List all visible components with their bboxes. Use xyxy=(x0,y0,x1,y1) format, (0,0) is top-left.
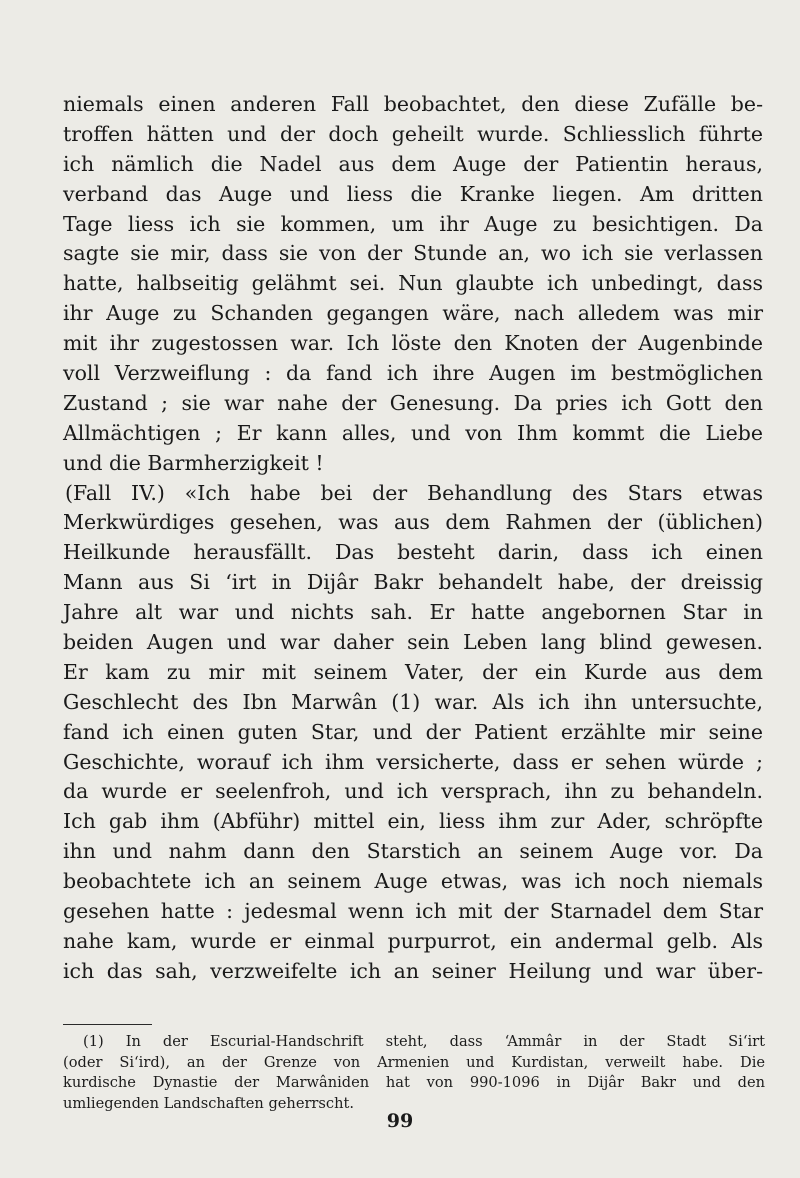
text-line: nahe kam, wurde er einmal purpurrot, ein andermal gelb. Als xyxy=(63,928,763,953)
text-line: Geschlecht des Ibn Marwân (1) war. Als ich ihn untersuchte, xyxy=(63,689,763,714)
text-line: Er kam zu mir mit seinem Vater, der ein Kurde aus dem xyxy=(63,659,763,684)
text-line: Jahre alt war und nichts sah. Er hatte angebornen Star in xyxy=(63,600,763,625)
footnote-line: (1) In der Escurial-Handschrift steht, dass ‘Ammâr in der Stadt Si‘irt xyxy=(83,1033,765,1050)
text-line: Allmächtigen ; Er kann alles, und von Ihm kommt die Liebe xyxy=(63,420,763,445)
footnote-line: umliegenden Landschaften geherrscht. xyxy=(63,1094,354,1112)
text-line: ich nämlich die Nadel aus dem Auge der Patientin heraus, xyxy=(63,151,763,176)
text-line: gesehen hatte : jedesmal wenn ich mit der Starnadel dem Star xyxy=(63,899,763,924)
text-line: Ich gab ihm (Abführ) mittel ein, liess ihm zur Ader, schröpfte xyxy=(63,809,763,834)
text-line: hatte, halbseitig gelähmt sei. Nun glaubte ich unbedingt, dass xyxy=(63,271,763,296)
text-line: da wurde er seelenfroh, und ich versprach, ihn zu behandeln. xyxy=(63,779,763,804)
text-line: ich das sah, verzweifelte ich an seiner Heilung und war über- xyxy=(63,958,763,983)
text-line: beiden Augen und war daher sein Leben lang blind gewesen. xyxy=(63,630,763,655)
text-line: Mann aus Si ‘irt in Dijâr Bakr behandelt habe, der dreissig xyxy=(63,570,763,595)
text-line: troffen hätten und der doch geheilt wurde. Schliesslich führte xyxy=(63,121,763,146)
text-line: sagte sie mir, dass sie von der Stunde an, wo ich sie verlassen xyxy=(63,241,763,266)
text-line: niemals einen anderen Fall beobachtet, den diese Zufälle be- xyxy=(63,92,763,116)
text-line: Heilkunde herausfällt. Das besteht darin, dass ich einen xyxy=(63,540,763,565)
text-line: voll Verzweiflung : da fand ich ihre Augen im bestmöglichen xyxy=(63,361,763,386)
text-line: und die Barmherzigkeit ! xyxy=(63,450,324,475)
text-line: verband das Auge und liess die Kranke liegen. Am dritten xyxy=(63,181,763,206)
text-line: Merkwürdiges gesehen, was aus dem Rahmen der (üblichen) xyxy=(63,510,763,535)
footnote-divider xyxy=(63,1024,152,1025)
main-text-block xyxy=(63,90,763,987)
text-line: Tage liess ich sie kommen, um ihr Auge zu besichtigen. Da xyxy=(63,211,763,236)
footnote-line: kurdische Dynastie der Marwâniden hat von 990-1096 in Dijâr Bakr und den xyxy=(63,1074,765,1092)
text-line: beobachtete ich an seinem Auge etwas, was ich noch niemals xyxy=(63,869,763,894)
footnote-block xyxy=(63,1032,765,1114)
text-line: mit ihr zugestossen war. Ich löste den Knoten der Augenbinde xyxy=(63,331,763,356)
text-line: fand ich einen guten Star, und der Patient erzählte mir seine xyxy=(63,719,763,744)
text-line: Geschichte, worauf ich ihm versicherte, dass er sehen würde ; xyxy=(63,749,763,774)
text-line: Zustand ; sie war nahe der Genesung. Da pries ich Gott den xyxy=(63,390,763,415)
page-number: 99 xyxy=(386,1110,414,1132)
footnote-line: (oder Si‘ird), an der Grenze von Armenien und Kurdistan, verweilt habe. Die xyxy=(63,1053,765,1071)
text-line: ihn und nahm dann den Starstich an seinem Auge vor. Da xyxy=(63,839,763,864)
text-line: ihr Auge zu Schanden gegangen wäre, nach alledem was mir xyxy=(63,301,763,326)
text-line: (Fall IV.) «Ich habe bei der Behandlung des Stars etwas xyxy=(65,480,763,505)
